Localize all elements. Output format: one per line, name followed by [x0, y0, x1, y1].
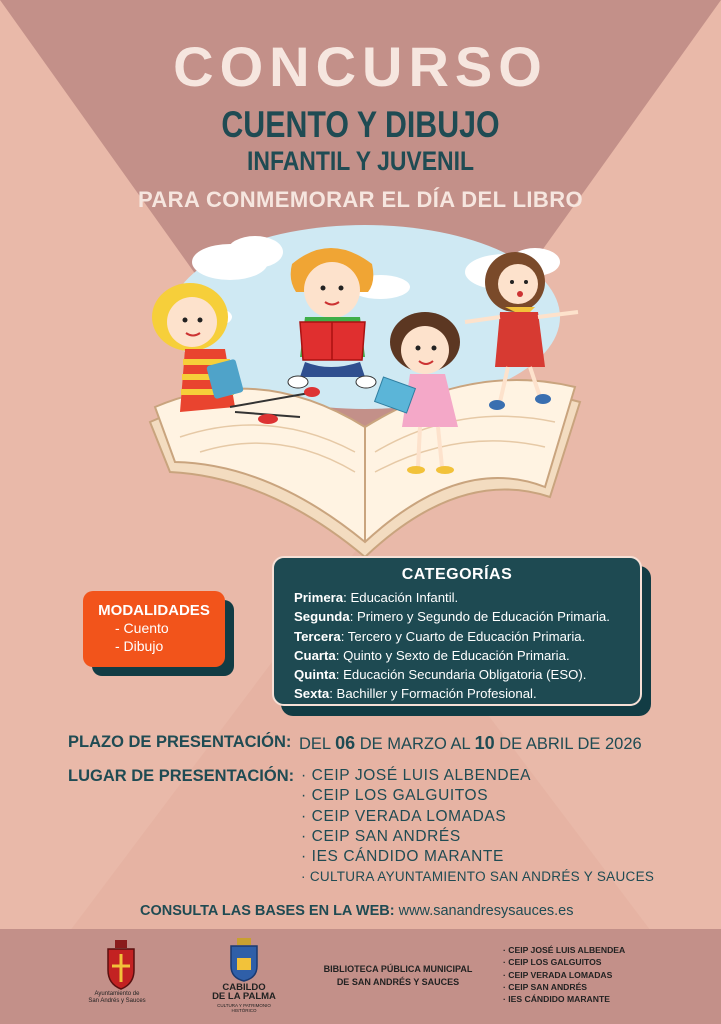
consulta-label: CONSULTA LAS BASES EN LA WEB:	[140, 903, 395, 919]
categorias-list	[294, 588, 640, 704]
categoria-row	[294, 607, 640, 626]
cabildo-line2: DE LA PALMA	[212, 991, 276, 1002]
ayuntamiento-shield-icon	[105, 940, 137, 990]
title-concurso: CONCURSO	[173, 35, 548, 98]
plazo-value	[299, 733, 642, 754]
categoria-desc: : Primero y Segundo de Educación Primaria.	[349, 609, 610, 625]
categorias-box	[272, 556, 642, 706]
ayuntamiento-line2: San Andrés y Sauces	[88, 998, 146, 1004]
consulta-url-link[interactable]: www.sanandresysauces.es	[398, 903, 574, 919]
categoria-row	[294, 665, 640, 684]
categoria-name: Segunda	[294, 609, 350, 625]
lugar-label: LUGAR DE PRESENTACIÓN:	[68, 767, 295, 785]
categoria-row	[294, 627, 640, 646]
lugar-item: · CULTURA AYUNTAMIENTO SAN ANDRÉS Y SAUCES	[301, 869, 655, 885]
categoria-name: Quinta	[294, 667, 336, 683]
categoria-row	[294, 684, 640, 703]
modalidades-box	[83, 591, 225, 667]
categoria-row	[294, 646, 640, 665]
categoria-name: Cuarta	[294, 647, 336, 663]
title-cuento-dibujo: CUENTO Y DIBUJO	[221, 104, 500, 145]
lugar-item: · IES CÁNDIDO MARANTE	[301, 848, 504, 866]
categoria-desc: : Bachiller y Formación Profesional.	[329, 686, 537, 702]
consulta-line	[140, 903, 574, 919]
footer-centro-item: · CEIP LOS GALGUITOS	[503, 957, 602, 968]
modalidad-item: - Dibujo	[115, 638, 164, 654]
biblioteca-line2: DE SAN ANDRÉS Y SAUCES	[336, 977, 460, 987]
categoria-desc: : Educación Infantil.	[343, 590, 459, 605]
plazo-label: PLAZO DE PRESENTACIÓN:	[68, 733, 292, 751]
ayuntamiento-line1: Ayuntamiento de	[94, 991, 140, 997]
categoria-name: Primera	[294, 590, 344, 605]
footer-centro-item: · CEIP VERADA LOMADAS	[503, 969, 613, 980]
plazo-middle: DE MARZO AL	[355, 735, 475, 753]
biblioteca-name	[318, 963, 478, 989]
lugar-item: · CEIP LOS GALGUITOS	[301, 787, 489, 805]
children-reading-illustration	[140, 222, 590, 562]
footer-centro-item: · CEIP JOSÉ LUIS ALBENDEA	[503, 945, 626, 955]
footer-centro-item: · CEIP SAN ANDRÉS	[503, 981, 588, 992]
categoria-desc: : Educación Secundaria Obligatoria (ESO).	[335, 667, 587, 683]
lugar-item: · CEIP VERADA LOMADAS	[301, 807, 507, 825]
categoria-desc: : Quinto y Sexto de Educación Primaria.	[335, 647, 570, 663]
lugar-list	[301, 766, 654, 888]
footer-centros-list	[503, 944, 625, 1005]
title-dia-del-libro: PARA CONMEMORAR EL DÍA DEL LIBRO	[137, 187, 584, 212]
categoria-desc: : Tercero y Cuarto de Educación Primaria.	[340, 628, 586, 644]
cabildo-name	[210, 983, 278, 1001]
title-infantil-juvenil: INFANTIL Y JUVENIL	[246, 146, 475, 176]
categoria-name: Sexta	[294, 686, 330, 702]
ayuntamiento-name	[82, 991, 152, 1005]
plazo-start-day: 06	[335, 733, 356, 753]
biblioteca-line1: BIBLIOTECA PÚBLICA MUNICIPAL	[323, 964, 473, 974]
categoria-row	[294, 588, 640, 607]
footer-centro-item: · IES CÁNDIDO MARANTE	[503, 994, 610, 1005]
cabildo-subtitle: CULTURA Y PATRIMONIO HISTÓRICO	[217, 1003, 271, 1013]
plazo-prefix: DEL	[299, 735, 336, 753]
modalidades-title: MODALIDADES	[98, 602, 210, 619]
categorias-title: CATEGORÍAS	[401, 566, 513, 583]
plazo-suffix: DE ABRIL DE 2026	[494, 735, 642, 753]
lugar-item: · CEIP JOSÉ LUIS ALBENDEA	[301, 767, 532, 784]
lugar-item: · CEIP SAN ANDRÉS	[301, 827, 461, 845]
categoria-name: Tercera	[294, 628, 341, 644]
plazo-end-day: 10	[474, 733, 495, 753]
cabildo-line1: CABILDO	[222, 982, 266, 993]
cabildo-shield-icon	[229, 938, 259, 982]
modalidad-item: - Cuento	[115, 620, 169, 636]
